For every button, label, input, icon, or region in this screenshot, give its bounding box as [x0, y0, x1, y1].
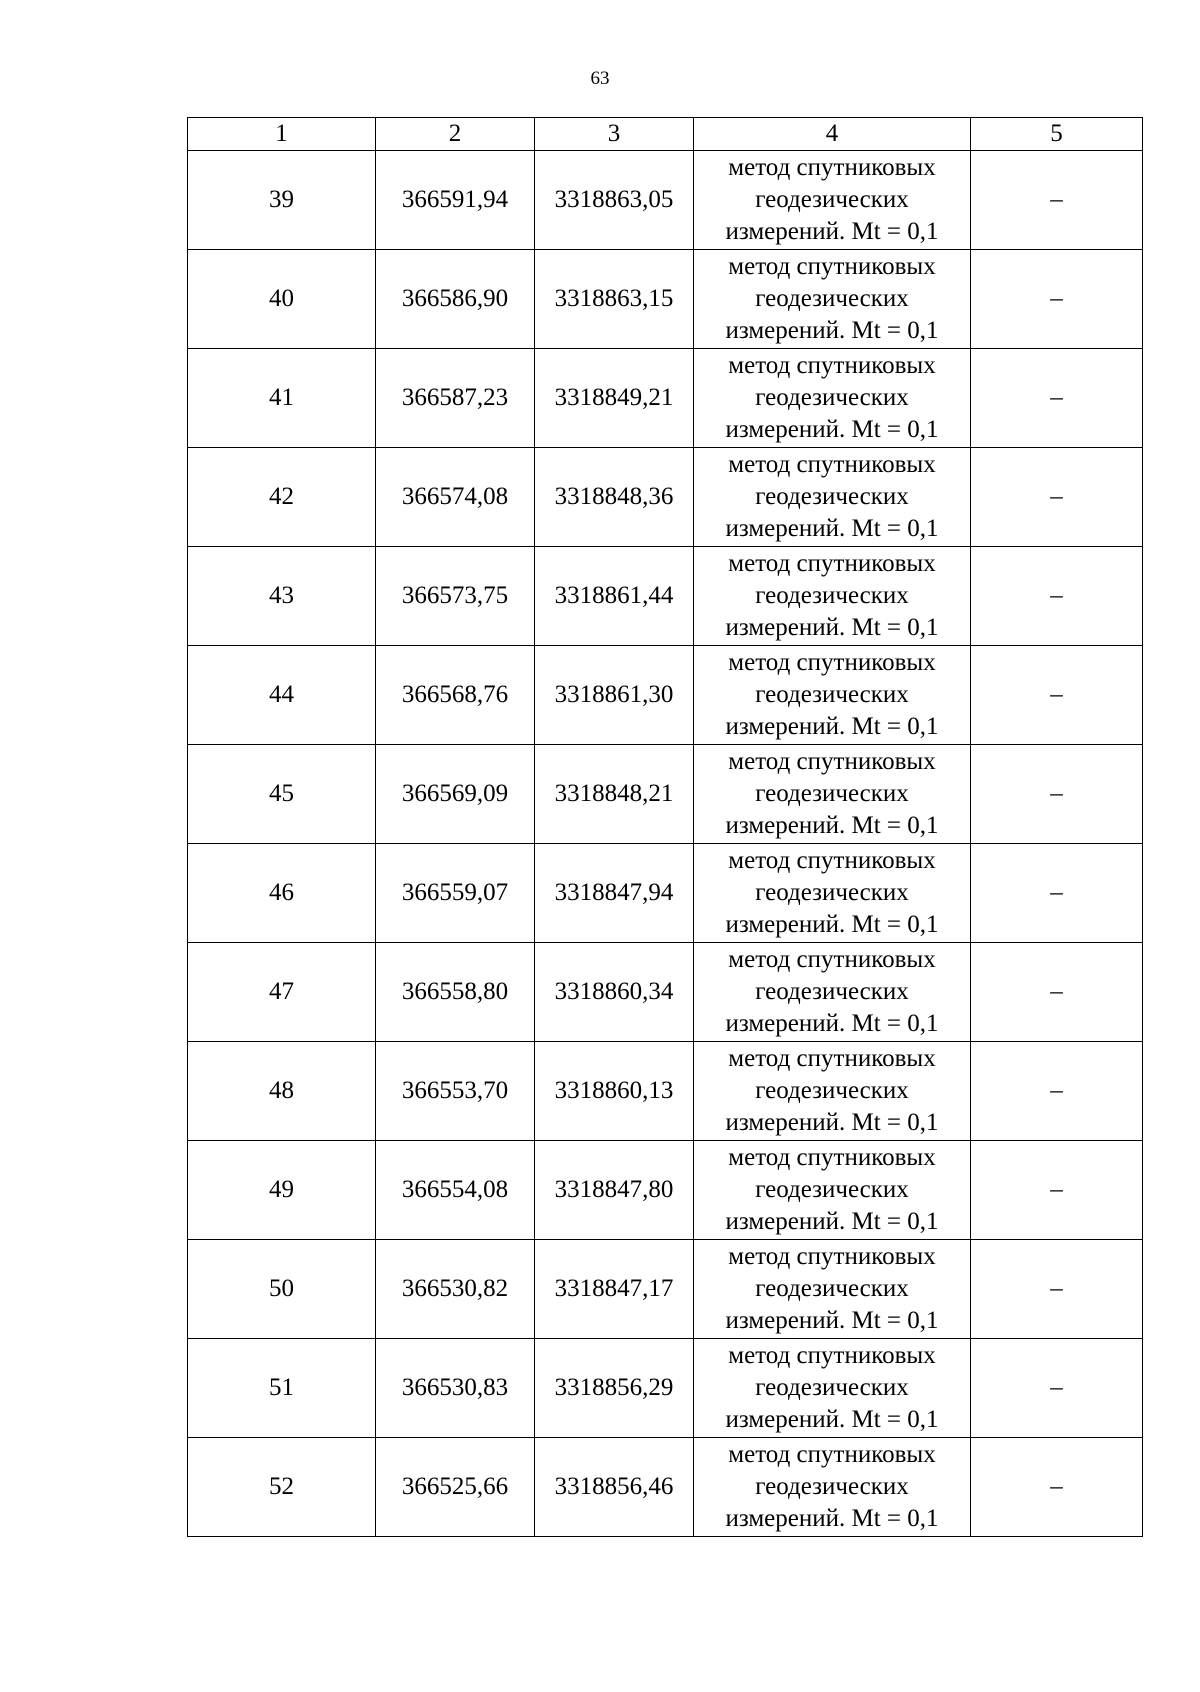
point-number-cell: 49 — [188, 1141, 376, 1240]
method-line: метод спутниковых — [728, 352, 936, 379]
method-line: геодезических — [755, 780, 909, 807]
note-cell: – — [971, 844, 1143, 943]
x-coordinate-cell: 366525,66 — [376, 1438, 535, 1537]
method-line: метод спутниковых — [728, 154, 936, 181]
method-line: измерений. Mt = 0,1 — [725, 1406, 939, 1433]
method-cell — [694, 547, 971, 646]
method-line: метод спутниковых — [728, 847, 936, 874]
note-cell: – — [971, 1438, 1143, 1537]
method-line: измерений. Mt = 0,1 — [725, 1307, 939, 1334]
table-header-row — [188, 118, 1143, 151]
method-cell — [694, 844, 971, 943]
column-header-5: 5 — [971, 118, 1143, 151]
method-line: метод спутниковых — [728, 946, 936, 973]
x-coordinate-cell: 366530,83 — [376, 1339, 535, 1438]
x-coordinate-cell: 366573,75 — [376, 547, 535, 646]
method-line: геодезических — [755, 483, 909, 510]
y-coordinate-cell: 3318856,29 — [535, 1339, 694, 1438]
point-number-cell: 41 — [188, 349, 376, 448]
method-cell — [694, 646, 971, 745]
method-cell — [694, 745, 971, 844]
point-number-cell: 50 — [188, 1240, 376, 1339]
point-number-cell: 48 — [188, 1042, 376, 1141]
x-coordinate-cell: 366554,08 — [376, 1141, 535, 1240]
method-line: измерений. Mt = 0,1 — [725, 1505, 939, 1532]
method-line: геодезических — [755, 879, 909, 906]
y-coordinate-cell: 3318863,15 — [535, 250, 694, 349]
note-cell: – — [971, 250, 1143, 349]
table-row — [188, 250, 1143, 349]
method-line: измерений. Mt = 0,1 — [725, 1208, 939, 1235]
y-coordinate-cell: 3318847,94 — [535, 844, 694, 943]
y-coordinate-cell: 3318860,13 — [535, 1042, 694, 1141]
x-coordinate-cell: 366558,80 — [376, 943, 535, 1042]
page-number: 63 — [590, 68, 610, 89]
method-cell — [694, 151, 971, 250]
method-line: метод спутниковых — [728, 451, 936, 478]
y-coordinate-cell: 3318848,21 — [535, 745, 694, 844]
table-row — [188, 547, 1143, 646]
method-line: измерений. Mt = 0,1 — [725, 317, 939, 344]
point-number-cell: 44 — [188, 646, 376, 745]
point-number-cell: 43 — [188, 547, 376, 646]
note-cell: – — [971, 745, 1143, 844]
method-line: метод спутниковых — [728, 1144, 936, 1171]
y-coordinate-cell: 3318860,34 — [535, 943, 694, 1042]
method-line: геодезических — [755, 186, 909, 213]
table-row — [188, 448, 1143, 547]
x-coordinate-cell: 366586,90 — [376, 250, 535, 349]
method-line: геодезических — [755, 978, 909, 1005]
method-line: метод спутниковых — [728, 1342, 936, 1369]
method-cell — [694, 349, 971, 448]
table-row — [188, 943, 1143, 1042]
point-number-cell: 40 — [188, 250, 376, 349]
table-row — [188, 1438, 1143, 1537]
column-header-3: 3 — [535, 118, 694, 151]
method-line: метод спутниковых — [728, 253, 936, 280]
x-coordinate-cell: 366591,94 — [376, 151, 535, 250]
y-coordinate-cell: 3318849,21 — [535, 349, 694, 448]
x-coordinate-cell: 366568,76 — [376, 646, 535, 745]
method-line: геодезических — [755, 1374, 909, 1401]
note-cell: – — [971, 547, 1143, 646]
y-coordinate-cell: 3318847,17 — [535, 1240, 694, 1339]
point-number-cell: 47 — [188, 943, 376, 1042]
column-header-1: 1 — [188, 118, 376, 151]
note-cell: – — [971, 1240, 1143, 1339]
method-cell — [694, 1141, 971, 1240]
table-row — [188, 151, 1143, 250]
method-line: измерений. Mt = 0,1 — [725, 614, 939, 641]
method-line: геодезических — [755, 1176, 909, 1203]
x-coordinate-cell: 366559,07 — [376, 844, 535, 943]
method-line: метод спутниковых — [728, 1441, 936, 1468]
note-cell: – — [971, 151, 1143, 250]
x-coordinate-cell: 366574,08 — [376, 448, 535, 547]
method-line: метод спутниковых — [728, 550, 936, 577]
table-row — [188, 745, 1143, 844]
method-line: метод спутниковых — [728, 748, 936, 775]
coordinates-table — [187, 117, 1143, 1537]
point-number-cell: 52 — [188, 1438, 376, 1537]
method-line: измерений. Mt = 0,1 — [725, 911, 939, 938]
method-line: геодезических — [755, 1077, 909, 1104]
method-line: метод спутниковых — [728, 1045, 936, 1072]
method-line: измерений. Mt = 0,1 — [725, 1010, 939, 1037]
y-coordinate-cell: 3318856,46 — [535, 1438, 694, 1537]
method-line: измерений. Mt = 0,1 — [725, 416, 939, 443]
x-coordinate-cell: 366569,09 — [376, 745, 535, 844]
method-line: геодезических — [755, 582, 909, 609]
method-cell — [694, 1339, 971, 1438]
y-coordinate-cell: 3318847,80 — [535, 1141, 694, 1240]
table-row — [188, 349, 1143, 448]
note-cell: – — [971, 646, 1143, 745]
method-line: геодезических — [755, 1275, 909, 1302]
method-cell — [694, 448, 971, 547]
table-row — [188, 1339, 1143, 1438]
method-line: метод спутниковых — [728, 649, 936, 676]
y-coordinate-cell: 3318848,36 — [535, 448, 694, 547]
method-line: измерений. Mt = 0,1 — [725, 515, 939, 542]
method-line: геодезических — [755, 384, 909, 411]
x-coordinate-cell: 366530,82 — [376, 1240, 535, 1339]
y-coordinate-cell: 3318863,05 — [535, 151, 694, 250]
method-cell — [694, 1042, 971, 1141]
method-cell — [694, 1240, 971, 1339]
y-coordinate-cell: 3318861,30 — [535, 646, 694, 745]
method-line: измерений. Mt = 0,1 — [725, 713, 939, 740]
table-row — [188, 1042, 1143, 1141]
point-number-cell: 42 — [188, 448, 376, 547]
note-cell: – — [971, 1339, 1143, 1438]
method-cell — [694, 1438, 971, 1537]
x-coordinate-cell: 366553,70 — [376, 1042, 535, 1141]
method-line: измерений. Mt = 0,1 — [725, 812, 939, 839]
point-number-cell: 51 — [188, 1339, 376, 1438]
table-row — [188, 844, 1143, 943]
table-row — [188, 1141, 1143, 1240]
y-coordinate-cell: 3318861,44 — [535, 547, 694, 646]
table-body — [188, 151, 1143, 1537]
column-header-2: 2 — [376, 118, 535, 151]
method-line: измерений. Mt = 0,1 — [725, 218, 939, 245]
table-row — [188, 646, 1143, 745]
method-cell — [694, 943, 971, 1042]
note-cell: – — [971, 1042, 1143, 1141]
note-cell: – — [971, 943, 1143, 1042]
method-cell — [694, 250, 971, 349]
x-coordinate-cell: 366587,23 — [376, 349, 535, 448]
table-row — [188, 1240, 1143, 1339]
method-line: измерений. Mt = 0,1 — [725, 1109, 939, 1136]
point-number-cell: 39 — [188, 151, 376, 250]
column-header-4: 4 — [694, 118, 971, 151]
point-number-cell: 46 — [188, 844, 376, 943]
note-cell: – — [971, 1141, 1143, 1240]
method-line: геодезических — [755, 285, 909, 312]
method-line: геодезических — [755, 1473, 909, 1500]
method-line: геодезических — [755, 681, 909, 708]
method-line: метод спутниковых — [728, 1243, 936, 1270]
point-number-cell: 45 — [188, 745, 376, 844]
note-cell: – — [971, 448, 1143, 547]
note-cell: – — [971, 349, 1143, 448]
